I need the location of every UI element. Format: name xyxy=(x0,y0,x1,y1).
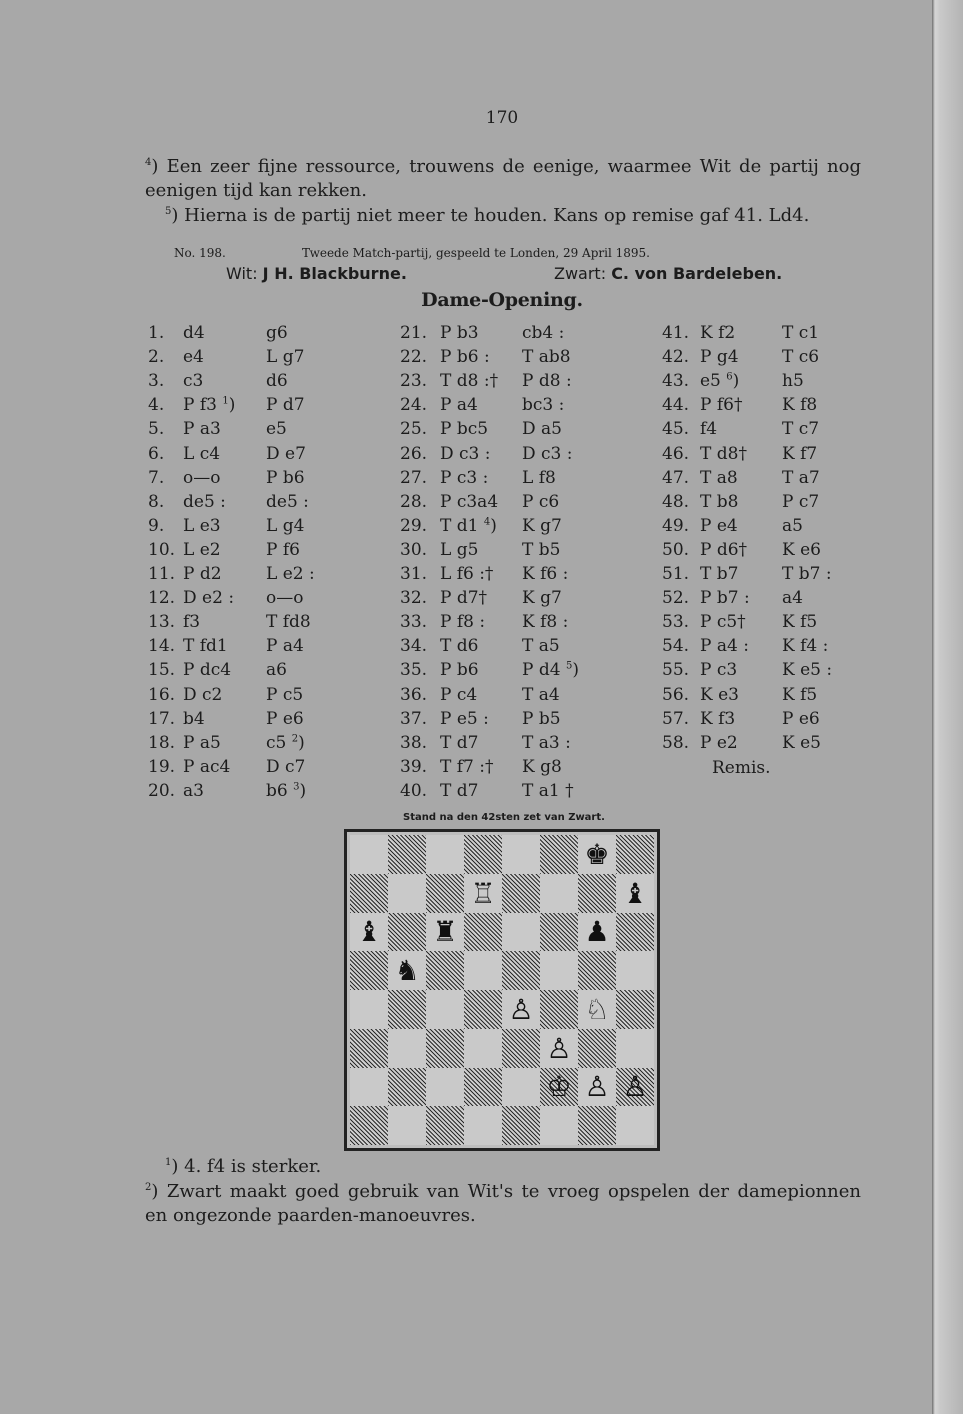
board-square xyxy=(464,913,502,952)
move-number: 5. xyxy=(148,419,165,440)
board-square xyxy=(540,874,578,913)
white-move: T d7 xyxy=(440,780,479,801)
black-move: L g7 xyxy=(266,347,305,368)
black-move: T b7 : xyxy=(782,564,832,584)
black-move: K f5 xyxy=(782,684,818,705)
white-move: P a5 xyxy=(183,732,221,753)
black-move: h5 xyxy=(782,371,804,392)
black-move: D a5 xyxy=(522,419,562,440)
move-number: 39. xyxy=(400,756,428,777)
footnote-5 xyxy=(165,204,809,228)
move-number: 23. xyxy=(400,371,428,392)
black-king-icon: ♚ xyxy=(584,837,610,871)
board-square xyxy=(426,951,464,990)
move-footnote-mark: $^2$) xyxy=(291,732,305,753)
board-square xyxy=(502,874,540,913)
board-square xyxy=(426,874,464,913)
board-square xyxy=(350,990,388,1029)
move-number: 2. xyxy=(148,347,165,368)
page-number: 170 xyxy=(485,108,519,128)
board-square xyxy=(388,1029,426,1068)
board-square xyxy=(464,1106,502,1145)
move-number: 43. xyxy=(662,371,690,392)
black-move: P f6 xyxy=(266,539,300,560)
board-square xyxy=(540,913,578,952)
black-move: L g4 xyxy=(266,515,305,536)
footnote-text: Een zeer fijne ressource, trouwens de eenige, waarmee Wit de partij nog xyxy=(166,156,861,177)
footnote-1 xyxy=(165,1155,321,1179)
white-move: P d7† xyxy=(440,588,488,609)
white-move: P ac4 xyxy=(183,756,231,777)
board-square xyxy=(426,835,464,874)
white-move: P f8 : xyxy=(440,612,486,633)
move-number: 33. xyxy=(400,612,428,633)
white-knight-icon: ♘ xyxy=(584,992,610,1026)
black-move: c5 $^2$) xyxy=(266,732,305,753)
board-square xyxy=(426,1068,464,1107)
board-square xyxy=(464,951,502,990)
game-result: Remis. xyxy=(712,758,771,778)
move-number: 18. xyxy=(148,732,176,753)
board-square xyxy=(464,1029,502,1068)
move-number: 49. xyxy=(662,515,690,536)
board-square xyxy=(616,835,654,874)
white-pawn-icon: ♙ xyxy=(546,1031,572,1065)
white-player: Wit: J H. Blackburne. xyxy=(226,264,407,283)
footnote-mark: $^2$) xyxy=(145,1181,159,1202)
board-square xyxy=(578,951,616,990)
black-move: T a5 xyxy=(522,636,560,657)
board-square xyxy=(426,1029,464,1068)
white-move: P dc4 xyxy=(183,660,232,681)
white-move: T b7 xyxy=(700,564,739,584)
footnote-text: Hierna is de partij niet meer te houden. Kans op remise gaf 41. Ld4. xyxy=(184,205,810,226)
black-move: K f8 : xyxy=(522,612,569,633)
black-move: P d4 $^5$) xyxy=(522,660,579,681)
black-move: K e5 xyxy=(782,732,821,753)
black-move: K e6 xyxy=(782,539,821,560)
board-square xyxy=(350,1029,388,1068)
board-square xyxy=(464,990,502,1029)
white-move: o—o xyxy=(183,467,221,488)
move-number: 17. xyxy=(148,708,176,729)
black-move: P d8 : xyxy=(522,371,572,392)
move-footnote-mark: $^4$) xyxy=(483,515,497,536)
black-move: K f8 xyxy=(782,395,818,416)
move-number: 55. xyxy=(662,660,690,681)
board-square xyxy=(616,990,654,1029)
black-move: b6 $^3$) xyxy=(266,780,307,801)
move-footnote-mark: $^6$) xyxy=(726,371,740,392)
footnote-text: Zwart maakt goed gebruik van Wit's te vroeg opspelen der damepionnen xyxy=(166,1181,861,1202)
black-move: a4 xyxy=(782,588,803,609)
move-number: 51. xyxy=(662,564,690,584)
move-number: 26. xyxy=(400,443,428,464)
white-move: P d6† xyxy=(700,539,748,560)
move-number: 50. xyxy=(662,539,690,560)
move-number: 14. xyxy=(148,636,176,657)
black-move: P d7 xyxy=(266,395,305,416)
black-move: T fd8 xyxy=(266,612,311,633)
board-square xyxy=(350,951,388,990)
move-number: 21. xyxy=(400,323,428,343)
move-number: 46. xyxy=(662,443,690,464)
white-move: P a4 xyxy=(440,395,478,416)
white-move: L f6 :† xyxy=(440,564,494,584)
white-move: L e2 xyxy=(183,539,221,560)
footnote-4-line-1 xyxy=(145,155,861,179)
move-number: 53. xyxy=(662,612,690,633)
move-number: 28. xyxy=(400,491,428,512)
move-number: 20. xyxy=(148,780,176,801)
move-number: 25. xyxy=(400,419,428,440)
move-number: 54. xyxy=(662,636,690,657)
board-square xyxy=(426,1106,464,1145)
black-move: T a3 : xyxy=(522,732,571,753)
black-move: T c6 xyxy=(782,347,820,368)
footnote-2-line-2: en ongezonde paarden-manoeuvres. xyxy=(145,1205,476,1226)
move-number: 22. xyxy=(400,347,428,368)
white-move: P b3 xyxy=(440,323,479,343)
move-number: 31. xyxy=(400,564,428,584)
white-move: T b8 xyxy=(700,491,739,512)
black-move: D c7 xyxy=(266,756,306,777)
white-move: T fd1 xyxy=(183,636,228,657)
move-number: 42. xyxy=(662,347,690,368)
white-pawn-icon: ♙ xyxy=(622,1070,648,1104)
diagram-caption: Stand na den 42sten zet van Zwart. xyxy=(403,812,605,823)
move-number: 12. xyxy=(148,588,176,609)
board-square xyxy=(388,1106,426,1145)
board-square xyxy=(464,1068,502,1107)
footnote-text: 4. f4 is sterker. xyxy=(184,1156,322,1177)
footnote-4-line-2: eenigen tijd kan rekken. xyxy=(145,180,367,201)
move-number: 44. xyxy=(662,395,690,416)
white-move: e4 xyxy=(183,347,204,368)
move-number: 27. xyxy=(400,467,428,488)
move-number: 57. xyxy=(662,708,690,729)
board-square xyxy=(350,1106,388,1145)
white-move: b4 xyxy=(183,708,205,729)
board-square xyxy=(578,1029,616,1068)
black-move: g6 xyxy=(266,323,288,343)
move-number: 15. xyxy=(148,660,176,681)
white-move: L e3 xyxy=(183,515,221,536)
white-move: P e4 xyxy=(700,515,738,536)
black-move: P c7 xyxy=(782,491,820,512)
move-number: 1. xyxy=(148,323,165,343)
black-move: K f7 xyxy=(782,443,818,464)
white-move: P b6 : xyxy=(440,347,490,368)
board-square xyxy=(350,835,388,874)
black-move: K g7 xyxy=(522,515,562,536)
move-number: 45. xyxy=(662,419,690,440)
footnote-mark: $^4$) xyxy=(145,156,159,177)
board-square xyxy=(502,913,540,952)
move-number: 9. xyxy=(148,515,165,536)
move-number: 13. xyxy=(148,612,176,633)
chess-board xyxy=(350,835,654,1145)
board-square xyxy=(388,990,426,1029)
move-number: 4. xyxy=(148,395,165,416)
white-move: c3 xyxy=(183,371,204,392)
move-number: 8. xyxy=(148,491,165,512)
black-move: d6 xyxy=(266,371,288,392)
board-square xyxy=(388,874,426,913)
board-square xyxy=(616,951,654,990)
board-square xyxy=(502,1029,540,1068)
white-move: D c2 xyxy=(183,684,223,705)
move-number: 35. xyxy=(400,660,428,681)
board-square xyxy=(388,913,426,952)
white-move: f3 xyxy=(183,612,201,633)
board-square xyxy=(578,1106,616,1145)
move-number: 19. xyxy=(148,756,176,777)
move-number: 32. xyxy=(400,588,428,609)
white-move: P b7 : xyxy=(700,588,750,609)
black-bishop-icon: ♝ xyxy=(622,876,648,910)
black-move: T ab8 xyxy=(522,347,571,368)
white-move: T f7 :† xyxy=(440,756,494,777)
black-move: P b5 xyxy=(522,708,561,729)
white-move: T a8 xyxy=(700,467,738,488)
white-move: T d8 :† xyxy=(440,371,499,392)
white-move: K f2 xyxy=(700,323,736,343)
board-square xyxy=(388,835,426,874)
white-move: P c4 xyxy=(440,684,478,705)
white-move: P f3 $^1$) xyxy=(183,395,236,416)
black-move: cb4 : xyxy=(522,323,565,343)
board-square xyxy=(502,1068,540,1107)
board-square xyxy=(578,874,616,913)
board-square xyxy=(350,874,388,913)
move-number: 29. xyxy=(400,515,428,536)
white-move: T d6 xyxy=(440,636,479,657)
white-move: P c3 xyxy=(700,660,738,681)
white-rook-icon: ♖ xyxy=(470,876,496,910)
move-number: 10. xyxy=(148,539,176,560)
move-number: 30. xyxy=(400,539,428,560)
white-move: K f3 xyxy=(700,708,736,729)
board-square xyxy=(540,835,578,874)
black-move: D e7 xyxy=(266,443,306,464)
board-square xyxy=(502,951,540,990)
footnote-mark: $^1$) xyxy=(165,1156,179,1177)
white-move: P c3 : xyxy=(440,467,489,488)
white-move: P c5† xyxy=(700,612,746,633)
board-square xyxy=(616,1029,654,1068)
move-number: 38. xyxy=(400,732,428,753)
black-move: P e6 xyxy=(266,708,304,729)
black-move: K f5 xyxy=(782,612,818,633)
white-move: de5 : xyxy=(183,491,226,512)
black-move: a6 xyxy=(266,660,287,681)
black-move: K g8 xyxy=(522,756,562,777)
board-square xyxy=(350,1068,388,1107)
black-move: T b5 xyxy=(522,539,561,560)
footnote-mark: $^5$) xyxy=(165,205,179,226)
black-move: de5 : xyxy=(266,491,309,512)
black-move: e5 xyxy=(266,419,287,440)
black-move: P b6 xyxy=(266,467,305,488)
white-pawn-icon: ♙ xyxy=(508,992,534,1026)
white-move: P b6 xyxy=(440,660,479,681)
move-number: 36. xyxy=(400,684,428,705)
board-square xyxy=(616,1106,654,1145)
black-move: K f4 : xyxy=(782,636,829,657)
black-move: L f8 xyxy=(522,467,556,488)
move-number: 48. xyxy=(662,491,690,512)
move-number: 24. xyxy=(400,395,428,416)
move-footnote-mark: $^1$) xyxy=(222,395,236,416)
black-move: bc3 : xyxy=(522,395,565,416)
board-square xyxy=(464,835,502,874)
move-number: 47. xyxy=(662,467,690,488)
black-move: T a1 † xyxy=(522,780,574,801)
white-move: T d7 xyxy=(440,732,479,753)
black-move: K e5 : xyxy=(782,660,833,681)
white-move: e5 $^6$) xyxy=(700,371,740,392)
move-number: 16. xyxy=(148,684,176,705)
black-bishop-icon: ♝ xyxy=(356,915,382,949)
move-number: 58. xyxy=(662,732,690,753)
white-move: P d2 xyxy=(183,564,222,584)
move-number: 7. xyxy=(148,467,165,488)
black-player: Zwart: C. von Bardeleben. xyxy=(554,264,783,283)
black-move: K f6 : xyxy=(522,564,569,584)
black-move: T c7 xyxy=(782,419,820,440)
white-move: L g5 xyxy=(440,539,479,560)
move-number: 52. xyxy=(662,588,690,609)
board-square xyxy=(540,1106,578,1145)
move-footnote-mark: $^5$) xyxy=(565,660,579,681)
black-move: T c1 xyxy=(782,323,820,343)
black-move: P c6 xyxy=(522,491,560,512)
white-move: P a4 : xyxy=(700,636,749,657)
chess-diagram xyxy=(344,829,660,1151)
board-square xyxy=(502,1106,540,1145)
black-move: T a4 xyxy=(522,684,560,705)
white-move: L c4 xyxy=(183,443,221,464)
game-number: No. 198. xyxy=(174,246,226,260)
board-square xyxy=(388,1068,426,1107)
white-move: f4 xyxy=(700,419,718,440)
white-move: P e2 xyxy=(700,732,738,753)
move-number: 56. xyxy=(662,684,690,705)
board-square xyxy=(426,990,464,1029)
move-number: 41. xyxy=(662,323,690,343)
move-number: 6. xyxy=(148,443,165,464)
black-rook-icon: ♜ xyxy=(432,915,458,949)
white-move: a3 xyxy=(183,780,204,801)
black-move: P c5 xyxy=(266,684,304,705)
move-number: 11. xyxy=(148,564,176,584)
black-move: T a7 xyxy=(782,467,820,488)
black-move: P a4 xyxy=(266,636,304,657)
white-move: D c3 : xyxy=(440,443,491,464)
black-move: o—o xyxy=(266,588,304,609)
white-move: P bc5 xyxy=(440,419,489,440)
black-move: D c3 : xyxy=(522,443,573,464)
black-move: L e2 : xyxy=(266,564,315,584)
white-move: d4 xyxy=(183,323,205,343)
white-move: P c3a4 xyxy=(440,491,499,512)
move-number: 34. xyxy=(400,636,428,657)
black-move: P e6 xyxy=(782,708,820,729)
white-move: T d1 $^4$) xyxy=(440,515,497,536)
white-pawn-icon: ♙ xyxy=(584,1070,610,1104)
board-square xyxy=(540,990,578,1029)
black-knight-icon: ♞ xyxy=(394,954,420,988)
game-description: Tweede Match-partij, gespeeld te Londen, 29 April 1895. xyxy=(302,246,650,260)
white-move: K e3 xyxy=(700,684,739,705)
board-square xyxy=(540,951,578,990)
move-footnote-mark: $^3$) xyxy=(293,780,307,801)
white-move: T d8† xyxy=(700,443,747,464)
white-king-icon: ♔ xyxy=(546,1070,572,1104)
black-move: a5 xyxy=(782,515,803,536)
move-number: 3. xyxy=(148,371,165,392)
opening-title: Dame-Opening. xyxy=(421,289,583,311)
white-move: P e5 : xyxy=(440,708,489,729)
white-move: P a3 xyxy=(183,419,221,440)
white-move: D e2 : xyxy=(183,588,235,609)
move-number: 40. xyxy=(400,780,428,801)
white-move: P f6† xyxy=(700,395,743,416)
white-move: P g4 xyxy=(700,347,739,368)
move-number: 37. xyxy=(400,708,428,729)
board-square xyxy=(616,913,654,952)
footnote-2-line-1 xyxy=(145,1180,861,1204)
board-square xyxy=(502,835,540,874)
black-move: K g7 xyxy=(522,588,562,609)
book-binding xyxy=(932,0,963,1414)
black-pawn-icon: ♟ xyxy=(584,915,610,949)
